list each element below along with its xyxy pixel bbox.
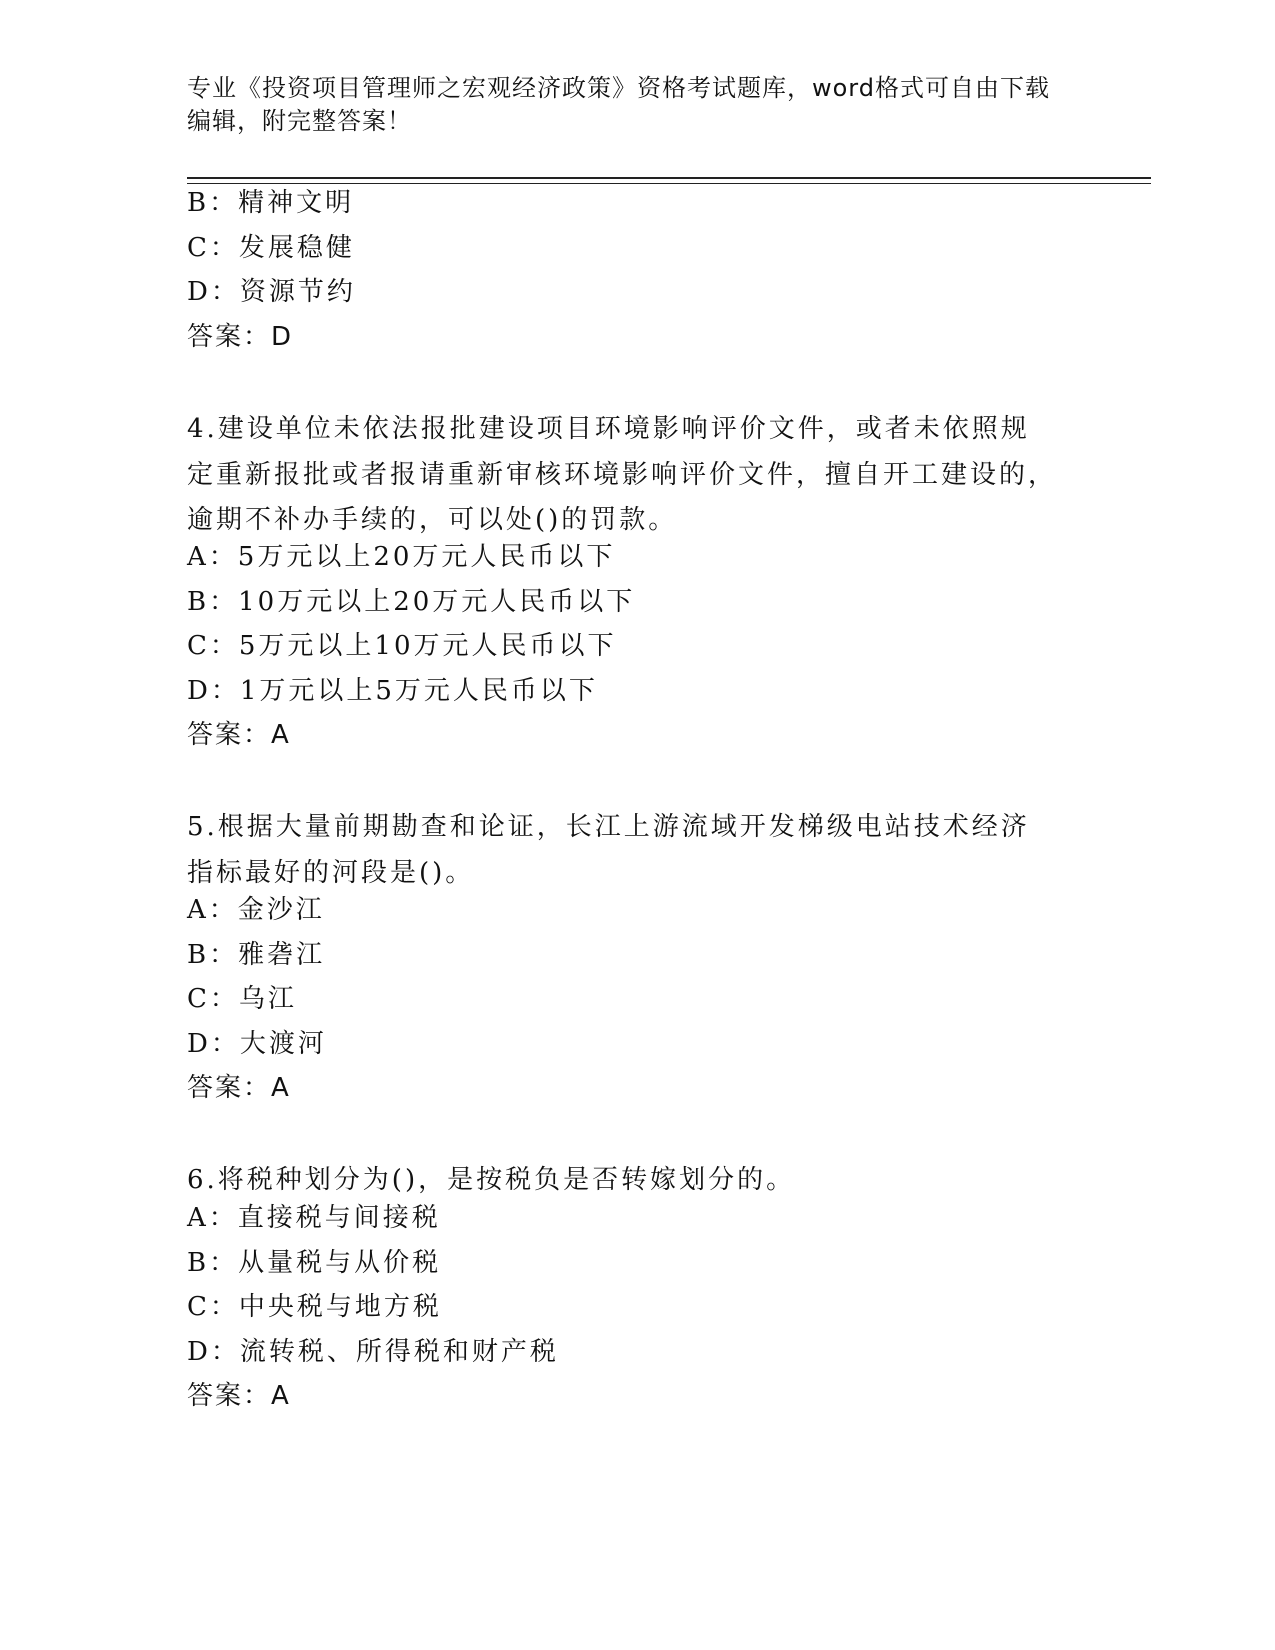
page-header: 专业《投资项目管理师之宏观经济政策》资格考试题库，word格式可自由下载编辑，附完整答案！: [187, 74, 1050, 135]
q5-option-d: D：大渡河: [187, 1029, 327, 1059]
q6-option-c: C：中央税与地方税: [187, 1292, 442, 1322]
q4-question: 4.建设单位未依法报批建设项目环境影响评价文件，或者未依照规定重新报批或者报请重新审核环境影响评价文件，擅自开工建设的，逾期不补办手续的，可以处()的罚款。: [187, 414, 1058, 535]
q4-option-d: D：1万元以上5万元人民币以下: [187, 676, 598, 706]
q5-option-b: B：雅砻江: [187, 940, 326, 970]
q4-option-c: C：5万元以上10万元人民币以下: [187, 631, 617, 661]
q3-option-b: B：精神文明: [187, 188, 355, 218]
q6-option-b: B：从量税与从价税: [187, 1248, 442, 1278]
q5-option-a: A：金沙江: [187, 895, 325, 925]
q4-answer: 答案：A: [187, 720, 291, 750]
q3-answer: 答案：D: [187, 322, 294, 352]
q6-option-d: D：流转税、所得税和财产税: [187, 1337, 559, 1367]
q5-option-c: C：乌江: [187, 984, 297, 1014]
header-divider: [187, 177, 1151, 179]
q6-question: 6.将税种划分为()，是按税负是否转嫁划分的。: [187, 1165, 796, 1195]
q4-option-a: A：5万元以上20万元人民币以下: [187, 542, 616, 572]
q6-option-a: A：直接税与间接税: [187, 1203, 441, 1233]
q4-option-b: B：10万元以上20万元人民币以下: [187, 587, 636, 617]
q6-answer: 答案：A: [187, 1381, 291, 1411]
q3-option-d: D：资源节约: [187, 277, 356, 307]
q5-question: 5.根据大量前期勘查和论证，长江上游流域开发梯级电站技术经济指标最好的河段是()。: [187, 812, 1030, 888]
q5-answer: 答案：A: [187, 1073, 291, 1103]
q3-option-c: C：发展稳健: [187, 233, 355, 263]
header-divider-thin: [187, 183, 1151, 184]
